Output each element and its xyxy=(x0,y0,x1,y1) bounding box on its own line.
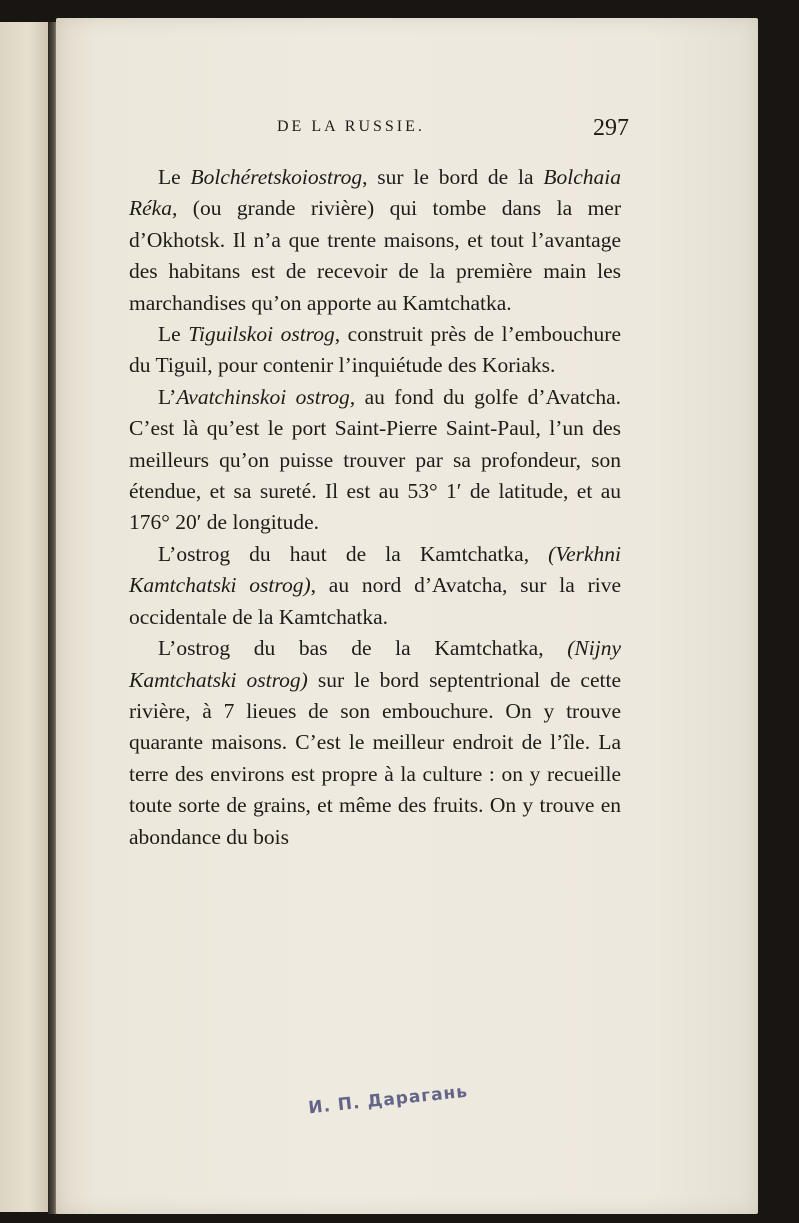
text-run: L’ xyxy=(158,384,177,409)
text-run: , sur le bord de la xyxy=(362,165,544,189)
text-run: , au nord d’Avatcha, sur la rive occidentale de la Kamtchatka. xyxy=(129,573,621,629)
paragraph-tiguil xyxy=(129,319,621,382)
text-run: L’ostrog du bas de la Kamtchatka, xyxy=(158,636,568,661)
text-run: au fond du golfe d’Avatcha. C’est là qu’est le port Saint-Pierre Saint-Paul, l’un des meilleurs qu’on puisse trouver par sa profondeur, son étendue, et sa sureté. Il est au 53° 1′ de latitude, et au 176° 20′ de longitude. xyxy=(129,384,621,535)
paragraph-lower-kamtchatka xyxy=(129,633,621,853)
text-run: Le xyxy=(158,165,191,189)
italic-place-name: (Nijny Kamtchatski ostrog) xyxy=(129,636,621,692)
paragraph-bolcheretsk xyxy=(129,162,621,319)
text-run: L’ostrog du haut de la Kamtchatka, xyxy=(158,541,549,566)
text-run: Le xyxy=(158,322,189,347)
text-run: sur le bord septentrional de cette rivière, à 7 lieues de son embouchure. On y trouve quarante maisons. C’est le meilleur endroit de l’île. La terre des environs est propre à la culture : on y recueille toute sorte de grains, et même des fruits. On y trouve en abondance du bois xyxy=(129,667,622,849)
text-run: , construit près de l’embouchure du Tiguil, pour contenir l’inquiétude des Koriaks. xyxy=(129,322,622,378)
page-number: 297 xyxy=(593,115,629,141)
italic-place-name: Avatchinskoi ostrog, xyxy=(176,384,356,409)
italic-place-name: (Verkhni Kamtchatski ostrog) xyxy=(129,541,621,598)
text-run: , (ou grande rivière) qui tombe dans la mer d’Okhotsk. Il n’a que trente maisons, et tout l’avantage des habitans est de recevoir de la première main les marchandises qu’on apporte au Kamtchatka. xyxy=(129,196,621,315)
body-text xyxy=(129,162,621,853)
italic-place-name: Bolchaia Réka xyxy=(129,165,621,221)
paragraph-avatcha xyxy=(129,382,621,539)
page-header xyxy=(277,115,629,154)
running-title: DE LA RUSSIE. xyxy=(277,118,425,135)
italic-place-name: Bolchéretskoiostrog xyxy=(190,165,363,189)
facing-page-edge xyxy=(0,22,49,1212)
library-stamp: И. П. Дарагань xyxy=(307,1081,469,1119)
paragraph-upper-kamtchatka xyxy=(129,539,621,633)
italic-place-name: Tiguilskoi ostrog xyxy=(188,322,335,347)
